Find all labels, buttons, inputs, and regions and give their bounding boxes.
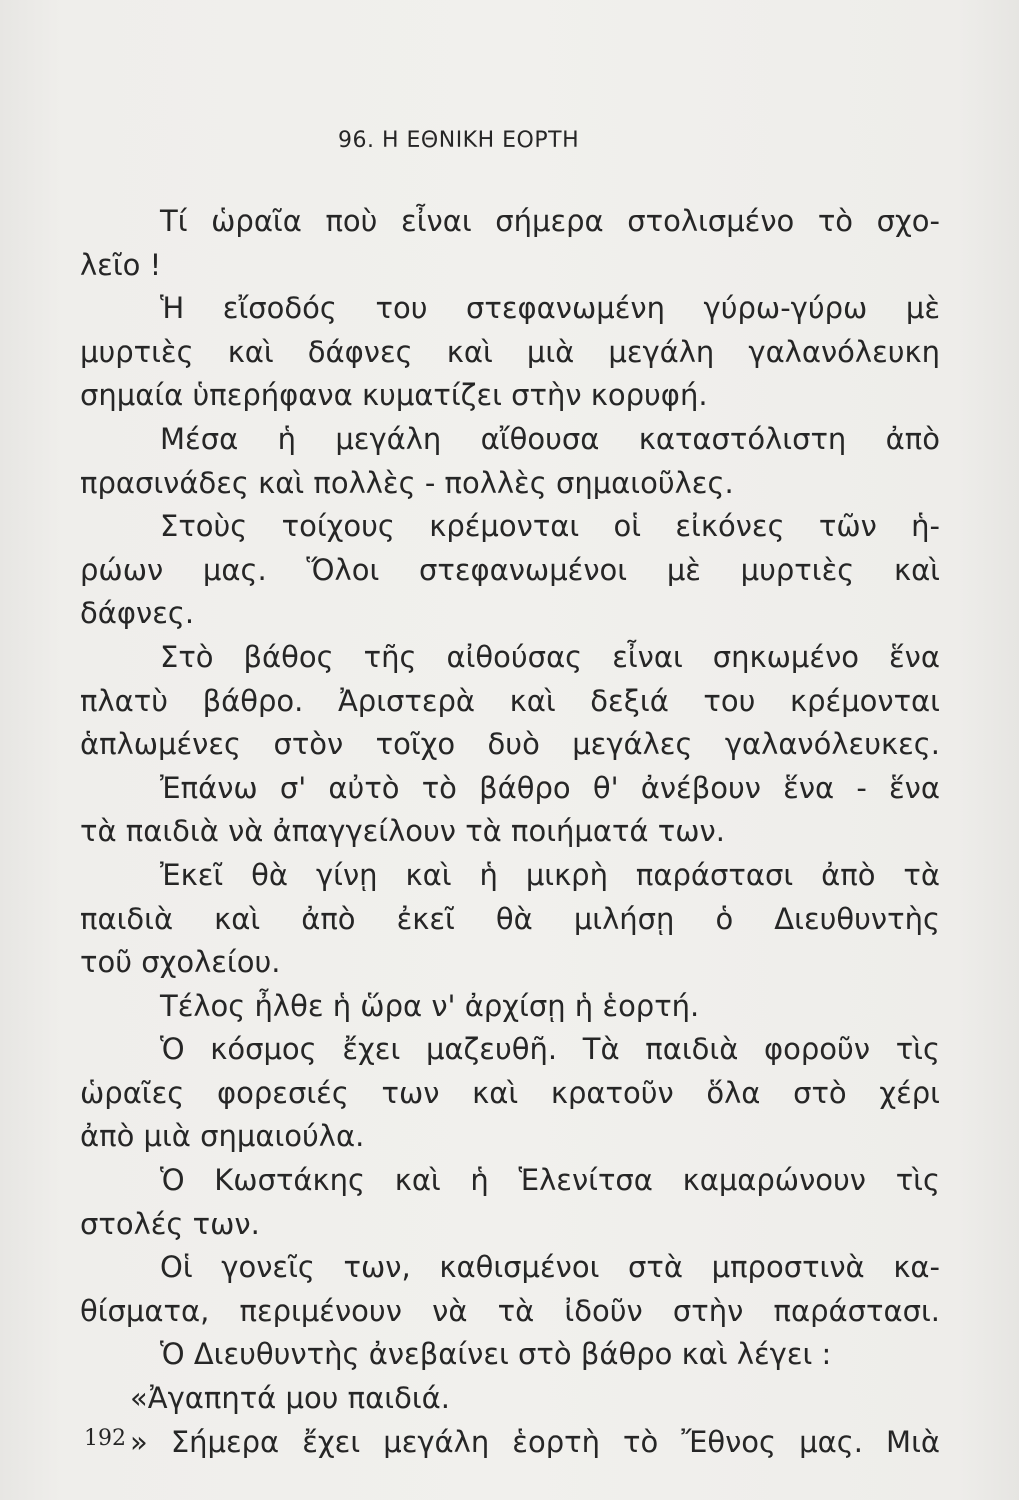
text-line: Ἡ εἴσοδός του στεφανωμένη γύρω-γύρω μὲ	[160, 291, 940, 326]
page-number: 192	[84, 1426, 126, 1451]
text-line: Ἐπάνω σ' αὐτὸ τὸ βάθρο θ' ἀνέβουν ἕνα - ἕνα	[160, 770, 940, 805]
text-line: Ὁ κόσμος ἔχει μαζευθῆ. Τὰ παιδιὰ φοροῦν τὶς	[160, 1032, 940, 1067]
text-line: Μέσα ἡ μεγάλη αἴθουσα καταστόλιστη ἀπὸ	[160, 421, 940, 456]
text-line: Οἱ γονεῖς των, καθισμένοι στὰ μπροστινὰ κα-	[160, 1250, 940, 1285]
text-line: » Σήμερα ἔχει μεγάλη ἑορτὴ τὸ Ἔθνος μας. Μιὰ	[130, 1424, 940, 1459]
text-line: ἀπὸ μιὰ σημαιούλα.	[80, 1119, 365, 1154]
text-line: Ὁ Διευθυντὴς ἀνεβαίνει στὸ βάθρο καὶ λέγει :	[160, 1337, 832, 1372]
chapter-heading: 96. Η ΕΘΝΙΚΗ ΕΟΡΤΗ	[338, 128, 580, 153]
text-line: Τέλος ἦλθε ἡ ὥρα ν' ἀρχίσῃ ἡ ἑορτή.	[160, 988, 700, 1023]
text-line: Ἐκεῖ θὰ γίνῃ καὶ ἡ μικρὴ παράστασι ἀπὸ τὰ	[160, 857, 940, 892]
text-line: δάφνες.	[80, 596, 195, 631]
text-line: τὰ παιδιὰ νὰ ἀπαγγείλουν τὰ ποιήματά των.	[80, 814, 725, 849]
text-line: ρώων μας. Ὅλοι στεφανωμένοι μὲ μυρτιὲς καὶ	[80, 552, 940, 587]
text-line: τοῦ σχολείου.	[80, 945, 281, 980]
text-line: ἁπλωμένες στὸν τοῖχο δυὸ μεγάλες γαλανόλευκες.	[80, 727, 940, 762]
text-line: παιδιὰ καὶ ἀπὸ ἐκεῖ θὰ μιλήσῃ ὁ Διευθυντὴς	[80, 901, 940, 936]
text-line: Στὸ βάθος τῆς αἰθούσας εἶναι σηκωμένο ἕνα	[160, 639, 940, 674]
text-line: λεῖο !	[80, 247, 162, 282]
text-line: Στοὺς τοίχους κρέμονται οἱ εἰκόνες τῶν ἡ-	[160, 509, 940, 544]
text-line: σημαία ὑπερήφανα κυματίζει στὴν κορυφή.	[80, 378, 708, 413]
text-line: στολές των.	[80, 1206, 260, 1241]
body-text	[80, 200, 940, 1464]
text-line: πλατὺ βάθρο. Ἀριστερὰ καὶ δεξιά του κρέμονται	[80, 683, 940, 718]
text-line: πρασινάδες καὶ πολλὲς - πολλὲς σημαιοῦλες.	[80, 465, 734, 500]
text-line: «Ἀγαπητά μου παιδιά.	[130, 1381, 450, 1416]
text-line: Τί ὡραῖα ποὺ εἶναι σήμερα στολισμένο τὸ σχο-	[160, 204, 940, 238]
text-line: μυρτιὲς καὶ δάφνες καὶ μιὰ μεγάλη γαλανόλευκη	[80, 334, 940, 369]
text-line: θίσματα, περιμένουν νὰ τὰ ἰδοῦν στὴν παράστασι.	[80, 1293, 940, 1328]
text-line: Ὁ Κωστάκης καὶ ἡ Ἑλενίτσα καμαρώνουν τὶς	[160, 1163, 940, 1198]
text-line: ὡραῖες φορεσιές των καὶ κρατοῦν ὅλα στὸ χέρι	[80, 1075, 940, 1110]
